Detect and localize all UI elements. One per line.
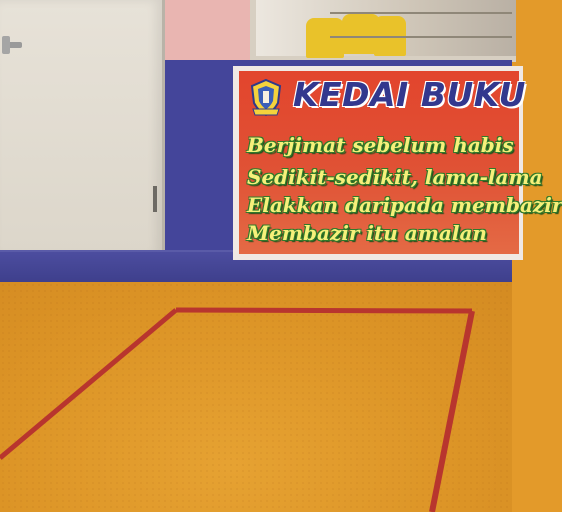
floor-line-top xyxy=(176,310,472,311)
floor-line-left xyxy=(0,310,176,458)
slogan-line-4: Membazir itu amalan xyxy=(247,221,487,245)
slogan-line-2: Sedikit-sedikit, lama-lama xyxy=(247,165,543,189)
floor-line-right xyxy=(432,311,472,512)
slogan-line-1: Berjimat sebelum habis xyxy=(247,133,514,157)
banner-title: KEDAI BUKU xyxy=(293,75,526,114)
slogan-line-3: Elakkan daripada membazir xyxy=(247,193,562,217)
